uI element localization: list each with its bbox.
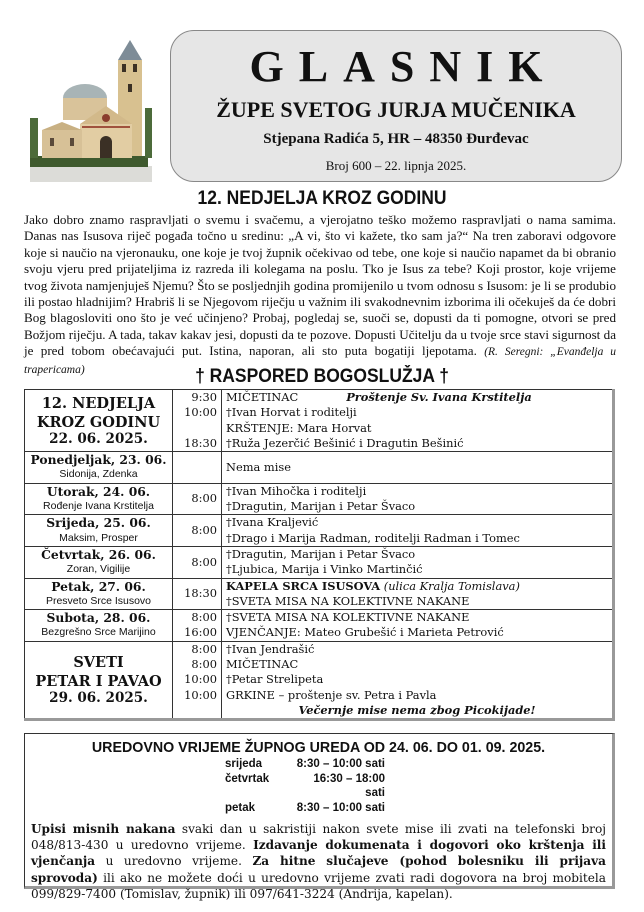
day-title: Utorak, 24. 06.: [46, 483, 151, 499]
emergency-text: ili ako ne možete doći u uredovno vrijeme zvati radi dogovora na broj mobitela 099/829-7400 (Tomislav, župnik) ili 097/641-3224 (Andrija, kapelan).: [31, 870, 606, 901]
day-title: SVETI: [73, 654, 124, 672]
day-title: Petak, 27. 06.: [51, 578, 146, 594]
feast-note: Proštenje Sv. Ivana Krstitelja: [346, 390, 532, 404]
entries-cell: [222, 452, 614, 484]
evening-mass-note: Večernje mise nema zbog Picokijade!: [298, 702, 536, 717]
day-title: Srijeda, 25. 06.: [46, 515, 151, 531]
mass-entry: [226, 390, 608, 405]
masthead-banner: [170, 30, 622, 182]
office-hours-list: [225, 757, 612, 815]
day-cell: [25, 578, 173, 610]
church-photo: [30, 38, 152, 182]
day-saints: Maksim, Prosper: [59, 531, 138, 544]
entry-text: MIČETINAC: [226, 390, 299, 404]
mass-time: 9:30: [191, 390, 217, 404]
time-cell: [173, 390, 222, 452]
table-row: [25, 641, 614, 719]
mass-time: 10:00: [184, 405, 217, 420]
mass-entry: †Ljubica, Marija i Vinko Martinčić: [226, 562, 423, 577]
mass-time: 16:00: [184, 625, 217, 640]
day-cell: [25, 610, 173, 642]
mass-entry: Nema mise: [226, 459, 291, 474]
mass-schedule-table: [24, 389, 615, 721]
time-cell: [173, 610, 222, 642]
office-day: petak: [225, 801, 256, 814]
chapel-street: (ulica Kralja Tomislava): [383, 578, 520, 593]
office-time: 16:30 – 18:00 sati: [313, 772, 385, 799]
office-info-text: [31, 821, 606, 902]
mass-entry: †Ivan Horvat i roditelji: [226, 405, 357, 420]
mass-entry: MIČETINAC: [226, 657, 299, 672]
day-title: KROZ GODINU: [36, 413, 161, 431]
day-title: 12. NEDJELJA: [41, 394, 156, 412]
table-row: [25, 452, 614, 484]
office-hours-row: [225, 772, 612, 801]
day-title: Subota, 28. 06.: [46, 610, 151, 626]
time-cell: 8:00: [173, 546, 222, 578]
mass-time: 8:00: [191, 641, 217, 656]
day-title: Ponedjeljak, 23. 06.: [30, 452, 167, 468]
mass-time: 18:30: [184, 435, 217, 450]
time-cell: 18:30: [173, 578, 222, 610]
parish-name: ŽUPE SVETOG JURJA MUČENIKA: [216, 97, 576, 122]
time-cell: 8:00: [173, 483, 222, 515]
table-row: [25, 546, 614, 578]
day-cell: [25, 546, 173, 578]
mass-entry: †SVETA MISA NA KOLEKTIVNE NAKANE: [226, 593, 470, 608]
mass-entry: VJENČANJE: Mateo Grubešić i Marieta Petrović: [226, 625, 504, 640]
day-saints: Zoran, Vigilije: [66, 563, 131, 576]
mass-time: 10:00: [184, 687, 217, 702]
table-row: [25, 610, 614, 642]
entries-cell: [222, 546, 614, 578]
day-date: 29. 06. 2025.: [49, 690, 148, 707]
entries-cell: [222, 483, 614, 515]
mass-entry: †Ivan Jendrašić: [226, 641, 315, 656]
parish-address: Stjepana Radića 5, HR – 48350 Đurđevac: [263, 131, 529, 147]
day-saints: Presveto Srce Isusovo: [45, 594, 152, 607]
day-saints: Rođenje Ivana Krstitelja: [43, 500, 154, 513]
reflection-citation: (R. Seregni: „Evanđelja u trapericama): [24, 346, 617, 376]
day-date: 22. 06. 2025.: [49, 430, 148, 447]
documents-text: u uredovno vrijeme.: [95, 854, 253, 869]
office-time: 8:30 – 10:00 sati: [296, 758, 385, 770]
emergency-label: Za hitne slučajeve (pohod bolesniku ili prijava sprovoda): [31, 854, 606, 885]
mass-entry: †Drago i Marija Radman, roditelji Radman i Tomec: [226, 530, 520, 545]
office-time: 8:30 – 10:00 sati: [296, 801, 385, 814]
day-title: Četvrtak, 26. 06.: [41, 546, 156, 562]
day-cell: [25, 483, 173, 515]
issue-info: Broj 600 – 22. lipnja 2025.: [325, 158, 467, 173]
mass-entry: [226, 579, 608, 594]
mass-time: 10:00: [184, 672, 217, 687]
office-hours-row: [225, 801, 612, 816]
mass-intentions-text: svaki dan u sakristiji nakon svete mise ili zvati na telefonski broj 048/813-430 u uredovno vrijeme.: [31, 822, 606, 853]
chapel-name: KAPELA SRCA ISUSOVA: [226, 578, 381, 593]
day-cell: [25, 641, 173, 719]
office-hours-heading: UREDOVNO VRIJEME ŽUPNOG UREDA OD 24. 06. DO 01. 09. 2025.: [91, 739, 546, 756]
office-hours-box: [24, 733, 615, 901]
entries-cell: [222, 578, 614, 610]
schedule-heading: † RASPORED BOGOSLUŽJA †: [195, 366, 449, 387]
time-cell: [173, 452, 222, 484]
office-hours-row: [225, 757, 612, 772]
table-row: [25, 515, 614, 547]
entries-cell: [222, 641, 614, 719]
mass-entry: †Ivan Mihočka i roditelji: [226, 483, 367, 498]
mass-entry: †Ivana Kraljević: [226, 515, 319, 530]
entries-cell: [222, 610, 614, 642]
office-day: četvrtak: [225, 772, 270, 785]
mass-intentions-label: Upisi misnih nakana: [31, 822, 176, 836]
reflection-text: [24, 212, 616, 378]
mass-entry: †Petar Strelipeta: [226, 672, 324, 687]
mass-time: 8:00: [191, 657, 217, 672]
time-cell: [173, 641, 222, 719]
day-saints: Sidonija, Zdenka: [59, 468, 138, 481]
day-saints: Bezgrešno Srce Marijino: [41, 626, 156, 639]
day-title: PETAR I PAVAO: [35, 673, 162, 691]
mass-entry: GRKINE – proštenje sv. Petra i Pavla: [226, 687, 437, 702]
mass-time: 8:00: [191, 610, 217, 625]
day-cell: [25, 390, 173, 452]
entries-cell: [222, 390, 614, 452]
table-row: [25, 578, 614, 610]
mass-entry: †SVETA MISA NA KOLEKTIVNE NAKANE: [226, 610, 470, 625]
mass-entry: KRŠTENJE: Mara Horvat: [226, 420, 372, 435]
day-cell: [25, 452, 173, 484]
entries-cell: [222, 515, 614, 547]
reflection-body: Jako dobro znamo raspravljati o svemu i svačemu, a vjerojatno teško možemo raspravljati o nama samima. Danas nas Isusova riječ pogađa točno u sredinu: „A vi, što vi kažete, tko sam ja?“ Na tren zaboravi odgovore koje si naučio na vjeronauku, one koje je tvoj župnik očekivao od tebe, one koje si naučio napamet da bi obranio svoju vjeru pred prijateljima iz razreda ili kolegama na poslu. Tko je Isus za tebe? Koji prostor, koje vrijeme tvog života namjenjuješ Njemu? Što se posljednjih godina promijenilo u tvom odnosu s Isusom: je li se produbio ili postao hladnijim? Hrabriš li se Njegovom riječju u važnim ili svakodnevnim izborima ili očekuješ da će dobri Bog blagosloviti ono što je već učinjeno? Probaj, pogledaj se, suoči se, dopusti da ti pomogne, otvori se pred Božjom riječju. A tada, takav kakav jesi, dopusti da te pozove. Dopusti Učitelju da u tvoje srce stavi sigurnost da je pred tobom obećavajući put. Istina, naporan, ali sto puta bogatiji ljepotama.: [24, 212, 616, 359]
newsletter-title: GLASNIK: [249, 42, 558, 91]
documents-label: Izdavanje dokumenata i dogovori oko krštenja ili vjenčanja: [31, 838, 606, 869]
mass-entry: †Dragutin, Marijan i Petar Švaco: [226, 499, 416, 514]
mass-time: [177, 421, 217, 436]
table-row: [25, 390, 614, 452]
mass-entry: †Dragutin, Marijan i Petar Švaco: [226, 546, 416, 561]
day-cell: [25, 515, 173, 547]
mass-entry: †Ruža Jezerčić Bešinić i Dragutin Bešinić: [226, 435, 464, 450]
sunday-heading: 12. NEDJELJA KROZ GODINU: [197, 188, 447, 209]
time-cell: 8:00: [173, 515, 222, 547]
office-day: srijeda: [225, 758, 263, 770]
table-row: [25, 483, 614, 515]
